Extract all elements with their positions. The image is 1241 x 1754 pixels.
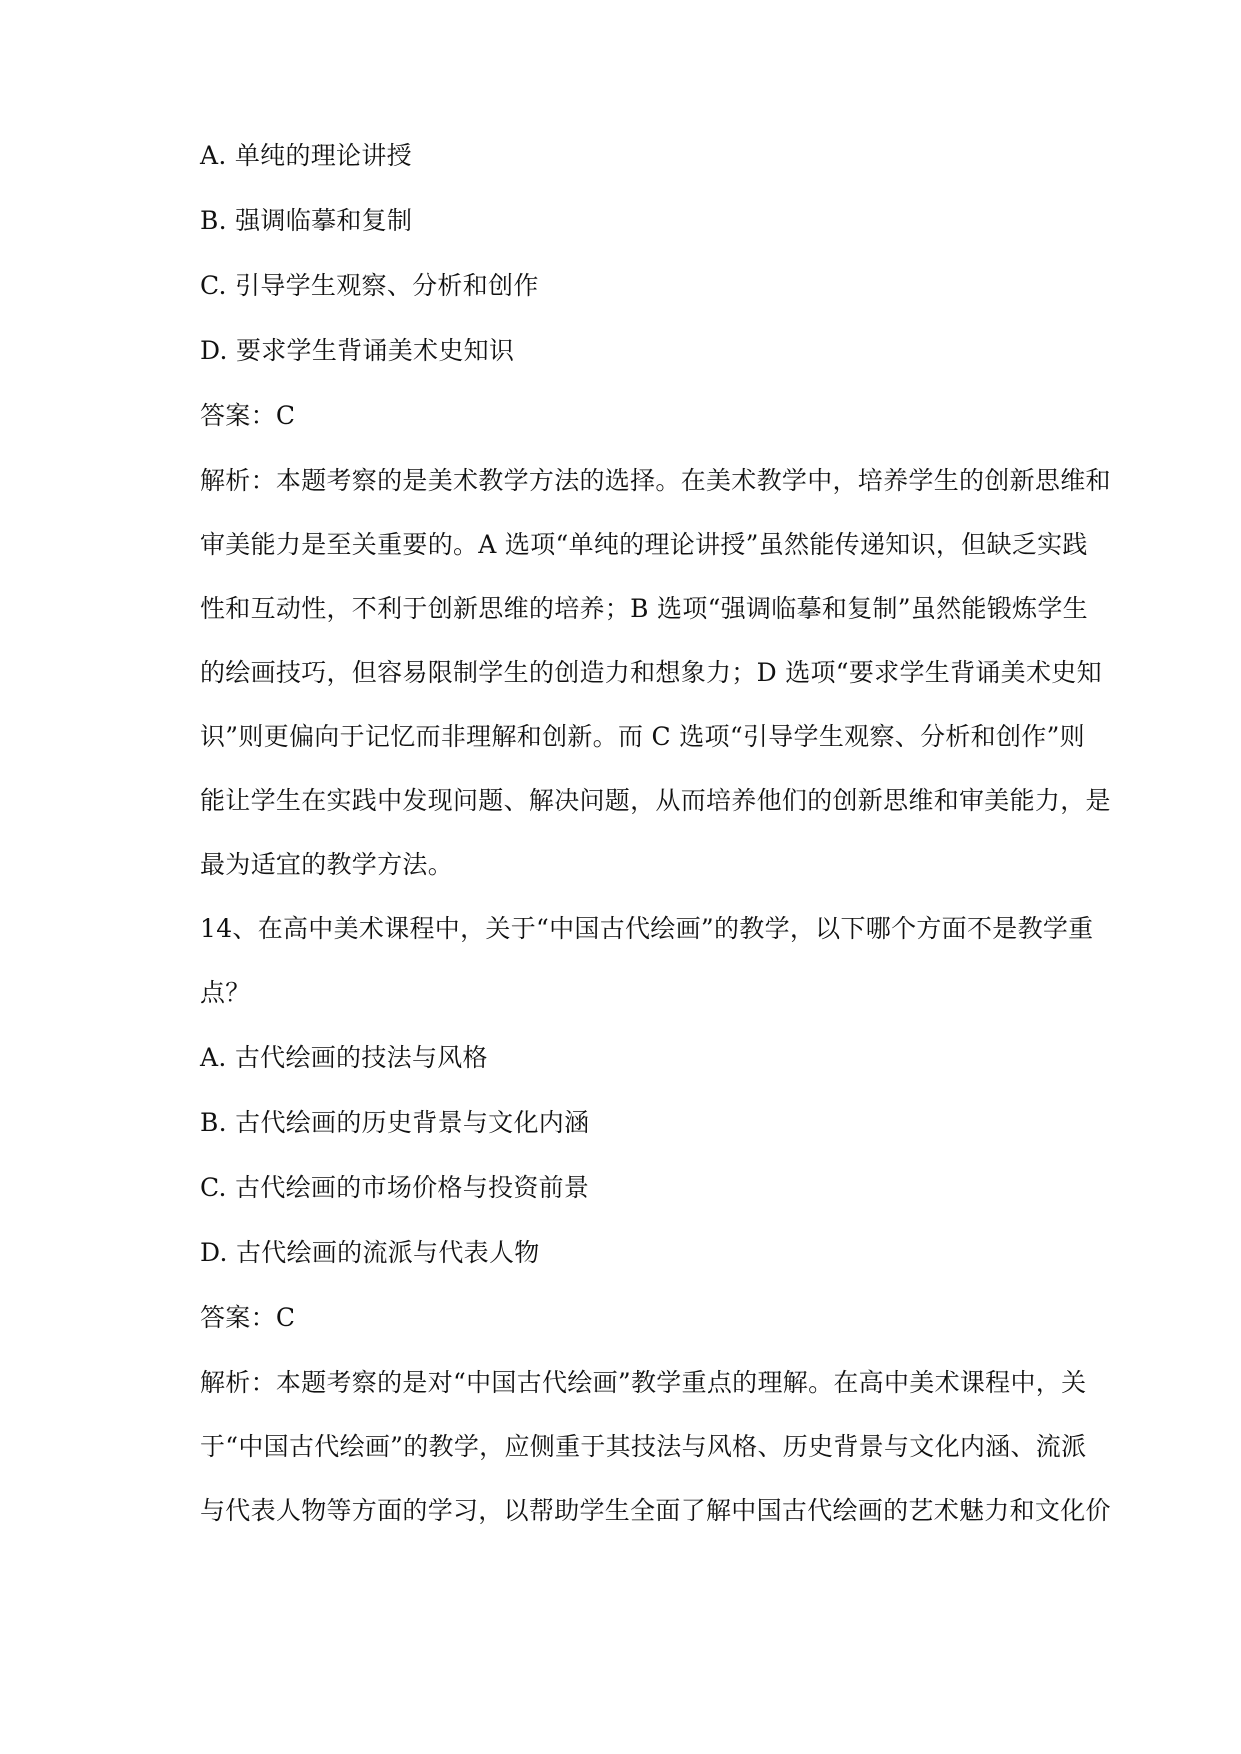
q14-question-line: 点？ <box>200 978 251 1007</box>
q14-option-a: A. 古代绘画的技法与风格 <box>200 1043 488 1072</box>
q13-analysis-line: 最为适宜的教学方法。 <box>200 850 454 879</box>
q14-analysis-line: 与代表人物等方面的学习，以帮助学生全面了解中国古代绘画的艺术魅力和文化价 <box>200 1496 1111 1525</box>
q13-option-a: A. 单纯的理论讲授 <box>200 141 412 170</box>
q13-analysis-line: 审美能力是至关重要的。A 选项“单纯的理论讲授”虽然能传递知识，但缺乏实践 <box>200 530 1088 559</box>
q13-analysis-line: 性和互动性，不利于创新思维的培养；B 选项“强调临摹和复制”虽然能锻炼学生 <box>200 594 1088 623</box>
q13-option-d: D. 要求学生背诵美术史知识 <box>200 336 515 365</box>
q14-question <box>200 913 1094 1009</box>
q14-analysis <box>200 1367 1111 1527</box>
q13-analysis-line: 的绘画技巧，但容易限制学生的创造力和想象力；D 选项“要求学生背诵美术史知 <box>200 658 1102 687</box>
q13-answer: 答案：C <box>200 401 296 430</box>
q14-option-d: D. 古代绘画的流派与代表人物 <box>200 1238 540 1267</box>
q14-answer: 答案：C <box>200 1303 296 1332</box>
q13-analysis <box>200 465 1111 881</box>
q13-option-b: B. 强调临摹和复制 <box>200 206 413 235</box>
q14-analysis-line: 解析：本题考察的是对“中国古代绘画”教学重点的理解。在高中美术课程中，关 <box>200 1368 1087 1397</box>
q14-option-b: B. 古代绘画的历史背景与文化内涵 <box>200 1108 590 1137</box>
page-content <box>200 140 1111 1559</box>
q13-option-c: C. 引导学生观察、分析和创作 <box>200 271 539 300</box>
q13-analysis-line: 能让学生在实践中发现问题、解决问题，从而培养他们的创新思维和审美能力，是 <box>200 786 1111 815</box>
q13-analysis-line: 识”则更偏向于记忆而非理解和创新。而 C 选项“引导学生观察、分析和创作”则 <box>200 722 1085 751</box>
q13-analysis-line: 解析：本题考察的是美术教学方法的选择。在美术教学中，培养学生的创新思维和 <box>200 466 1111 495</box>
q14-analysis-line: 于“中国古代绘画”的教学，应侧重于其技法与风格、历史背景与文化内涵、流派 <box>200 1432 1087 1461</box>
q14-question-line: 14、在高中美术课程中，关于“中国古代绘画”的教学，以下哪个方面不是教学重 <box>200 914 1094 943</box>
q14-option-c: C. 古代绘画的市场价格与投资前景 <box>200 1173 590 1202</box>
